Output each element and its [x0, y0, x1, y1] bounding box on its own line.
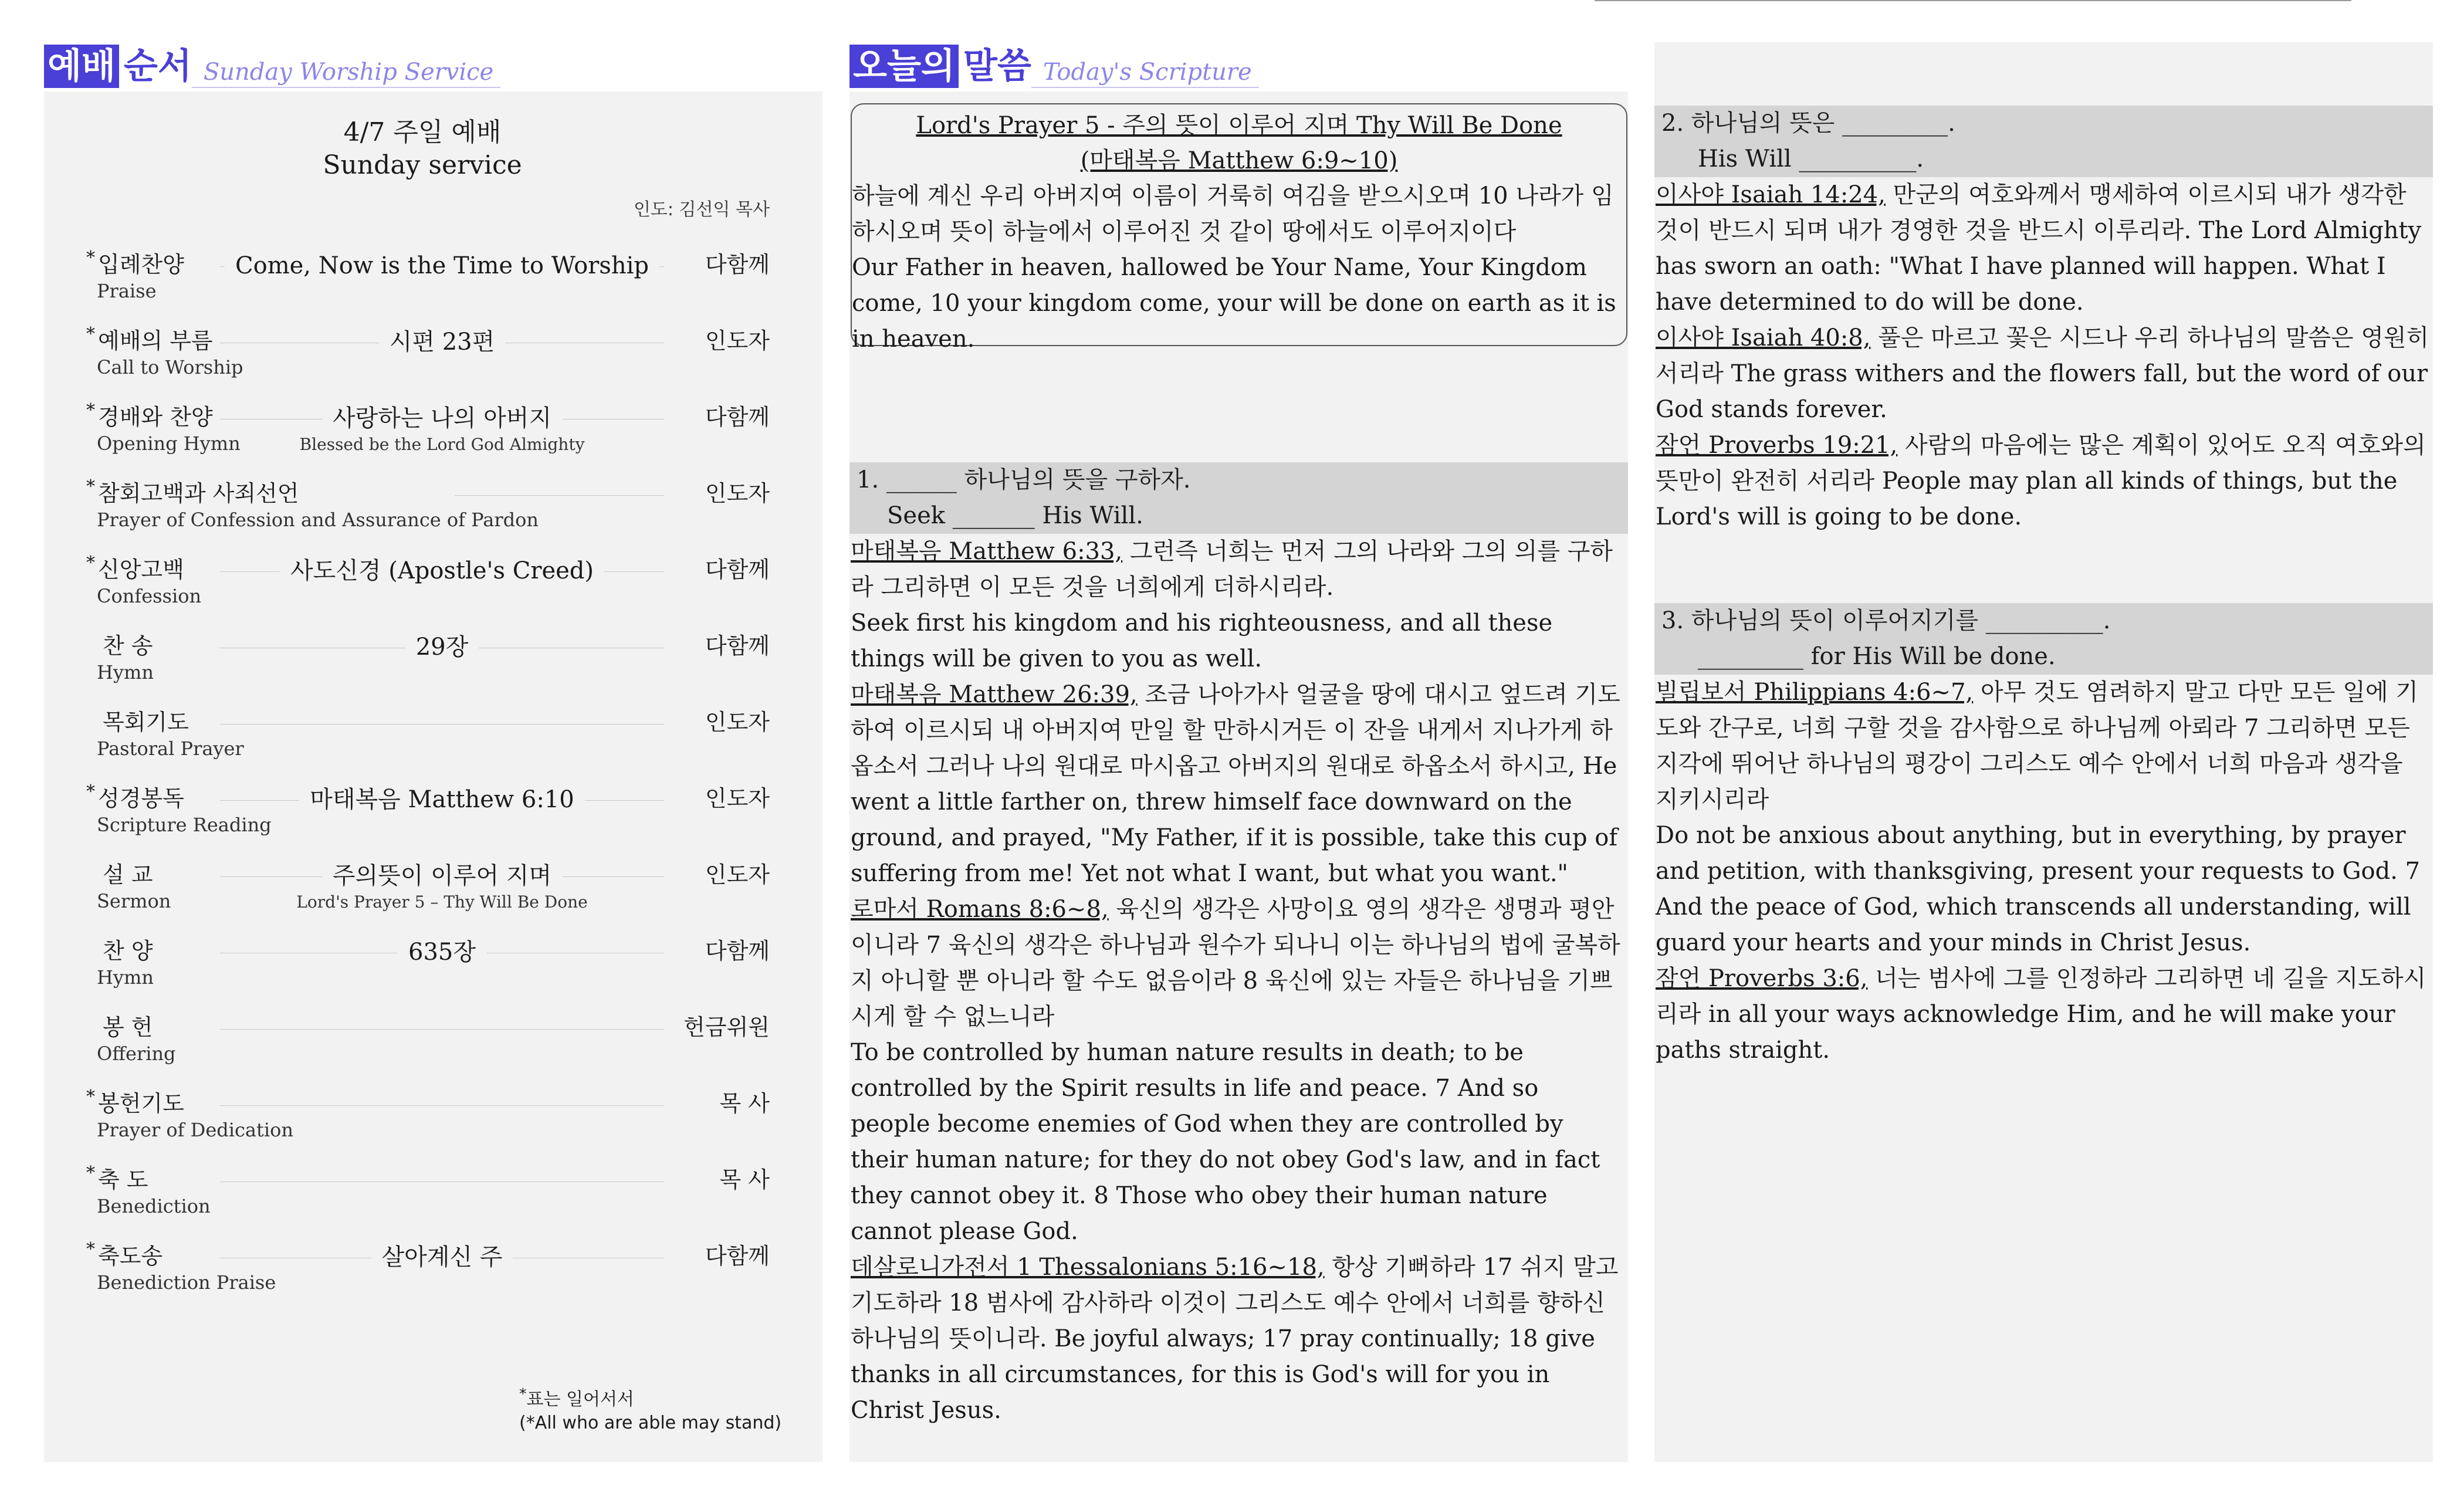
item-title: 시편 23편: [379, 329, 506, 356]
footnote-korean: 표는 일어서서: [526, 1389, 634, 1410]
worship-order-panel: [44, 92, 823, 1462]
worship-item: [44, 781, 823, 860]
item-subtitle: Lord's Prayer 5 – Thy Will Be Done: [296, 892, 588, 912]
item-responsible: 인도자: [705, 862, 770, 888]
service-date-title: 4/7 주일 예배: [343, 117, 502, 147]
dotted-rule: [220, 724, 664, 725]
verse-text-en: Seek first his kingdom and his righteousness, and all these things will be given to you as well.: [851, 610, 1553, 672]
item-title: 주의뜻이 이루어 지며: [322, 862, 562, 889]
item-english-name: Call to Worship: [97, 356, 243, 378]
item-responsible: 다함께: [705, 1243, 770, 1269]
verse-text-ko: 아무 것도 염려하지 말고 다만 모든 일에 기도와 간구로, 너희 구할 것을 감사함으로 하나님께 아뢰라 7 그리하면 모든 지각에 뛰어난 하나님의 평강이 그리스도 예수 안에서 너희 마음과 생각을 지키시리라: [1656, 679, 2418, 813]
item-english-name: Benediction: [97, 1195, 211, 1217]
scripture-heading-sub: Today's Scripture: [1031, 59, 1259, 88]
item-responsible: 헌금위원: [683, 1014, 770, 1040]
item-korean-name: 찬 송: [103, 633, 153, 659]
worship-item: [44, 1165, 823, 1241]
passage-korean: 하늘에 계신 우리 아버지여 이름이 거룩히 여김을 받으시오며 10 나라가 임하시오며 뜻이 하늘에서 이루어진 것 같이 땅에서도 이루어지이다: [852, 182, 1614, 245]
worship-item: [44, 1241, 823, 1318]
verse-ref-1-thessalonians-5-16: 데살로니가전서 1 Thessalonians 5:16~18,: [851, 1254, 1325, 1281]
item-title: 사랑하는 나의 아버지: [322, 405, 562, 432]
point-1-korean: 1. ______ 하나님의 뜻을 구하자.: [857, 466, 1191, 493]
worship-heading-sub: Sunday Worship Service: [192, 59, 500, 88]
verse-ref-matthew-6-33: 마태복음 Matthew 6:33,: [851, 538, 1123, 565]
worship-heading: [44, 45, 500, 88]
verse-text-en: To be controlled by human nature results in death; to be controlled by the Spirit results in life and peace. 7 And so people become enemies of God when they are controlled by their human nature; for they do not obey God's law, and in fact they cannot obey it. 8 Those who obey their human nature cannot please God.: [851, 1039, 1600, 1245]
item-english-name: Praise: [97, 280, 157, 302]
item-english-name: Hymn: [97, 661, 154, 683]
item-subtitle: Blessed be the Lord God Almighty: [299, 435, 585, 454]
point-1-band: [849, 462, 1628, 534]
worship-item: [44, 708, 823, 784]
dotted-rule: [220, 1029, 664, 1030]
item-korean-name: 봉 헌: [103, 1014, 153, 1040]
passage-english: Our Father in heaven, hallowed be Your Name, Your Kingdom come, 10 your kingdom come, your will be done on earth as it is in heaven.: [852, 254, 1616, 353]
item-responsible: 인도자: [705, 786, 770, 811]
item-korean-name: 신앙고백: [98, 557, 184, 583]
verse-ref-proverbs-3-6: 잠언 Proverbs 3:6,: [1656, 965, 1868, 992]
item-title: 635장: [398, 939, 486, 966]
verse-text: 풀은 마르고 꽃은 시드나 우리 하나님의 말씀은 영원히 서리라 The grass withers and the flowers fall, but the word of our God stands forever.: [1656, 324, 2429, 423]
item-english-name: Opening Hymn: [97, 432, 241, 455]
item-korean-name: 목회기도: [103, 709, 189, 735]
item-english-name: Benediction Praise: [97, 1271, 276, 1294]
passage-reference: (마태복음 Matthew 6:9~10): [1080, 147, 1398, 174]
verse-text: 조금 나아가사 얼굴을 땅에 대시고 엎드려 기도하여 이르시되 내 아버지여 만일 할 만하시거든 이 잔을 내게서 지나가게 하옵소서 그러나 나의 원대로 마시옵고 아버지의 원대로 하옵소서 하시고, He went a little farther on, threw himself face downward on the ground, and prayed, "My Father, if it is possible, take this cup of suffering from me! Yet not what I want, but what you want.": [851, 681, 1620, 887]
dotted-rule: [220, 1105, 664, 1106]
verse-text: 항상 기뻐하라 17 쉬지 말고 기도하라 18 범사에 감사하라 이것이 그리스도 예수 안에서 너희를 향하신 하나님의 뜻이니라. Be joyful always; 17 pray continually; 18 give thanks in all circumstances, for this is God's will for you in Christ Jesus.: [851, 1254, 1619, 1424]
scripture-heading-box: 오늘의: [849, 45, 959, 88]
point-2-band: [1654, 106, 2433, 177]
standing-marker: *: [86, 248, 95, 268]
item-korean-name: 입례찬양: [98, 252, 184, 277]
item-english-name: Hymn: [97, 966, 154, 989]
item-korean-name: 예배의 부름: [98, 328, 213, 354]
worship-heading-box: 예배: [44, 45, 119, 88]
item-responsible: 목 사: [719, 1091, 770, 1116]
passage-text: [852, 178, 1625, 357]
point-3-english: _________ for His Will be done.: [1698, 643, 2056, 670]
standing-marker: *: [86, 553, 95, 573]
item-korean-name: 설 교: [103, 862, 153, 888]
standing-marker: *: [86, 400, 95, 421]
standing-marker: *: [86, 781, 95, 802]
standing-marker: *: [86, 1087, 95, 1107]
item-english-name: Confession: [97, 585, 202, 607]
passage-title: Lord's Prayer 5 - 주의 뜻이 이루어 지며 Thy Will Be Done: [916, 112, 1562, 139]
point-1-verses: [851, 534, 1625, 1429]
verse-ref-romans-8-6: 로마서 Romans 8:6~8,: [851, 896, 1109, 923]
item-responsible: 다함께: [705, 252, 770, 277]
verse-text-ko: 그런즉 너희는 먼저 그의 나라와 그의 의를 구하라 그리하면 이 모든 것을 너희에게 더하시리라.: [851, 538, 1613, 601]
worship-item: [44, 555, 823, 631]
leader-name: 인도: 김선익 목사: [633, 199, 770, 220]
item-responsible: 인도자: [705, 709, 770, 735]
item-responsible: 다함께: [705, 404, 770, 430]
item-korean-name: 찬 양: [103, 938, 153, 964]
verse-ref-proverbs-19-21: 잠언 Proverbs 19:21,: [1656, 432, 1898, 459]
worship-item: [44, 631, 823, 708]
point-2-english: His Will __________.: [1698, 145, 1924, 172]
verse-ref-isaiah-14-24: 이사야 Isaiah 14:24,: [1656, 181, 1886, 208]
item-english-name: Prayer of Confession and Assurance of Pardon: [97, 509, 539, 531]
verse-text: 사람의 마음에는 많은 계획이 있어도 오직 여호와의 뜻만이 완전히 서리라 People may plan all kinds of things, but the Lord's will is going to be done.: [1656, 432, 2426, 530]
item-title: 살아계신 주: [371, 1244, 513, 1271]
verse-text: 만군의 여호와께서 맹세하여 이르시되 내가 생각한 것이 반드시 되며 내가 경영한 것을 반드시 이루리라. The Lord Almighty has sworn an oath: "What I have planned will happen. What I have determined to do will be done.: [1656, 181, 2422, 316]
point-2-verses: [1656, 177, 2430, 535]
verse-text-ko: 육신의 생각은 사망이요 영의 생각은 생명과 평안이니라 7 육신의 생각은 하나님과 원수가 되나니 이는 하나님의 법에 굴복하지 아니할 뿐 아니라 할 수도 없음이라 8 육신에 있는 자들은 하나님을 기쁘시게 할 수 없느니라: [851, 896, 1620, 1030]
standing-marker: *: [86, 1163, 95, 1183]
item-korean-name: 축도송: [98, 1243, 163, 1269]
verse-ref-matthew-26-39: 마태복음 Matthew 26:39,: [851, 681, 1138, 708]
item-responsible: 목 사: [719, 1167, 770, 1193]
point-3-verses: [1656, 675, 2430, 1068]
verse-text: 너는 범사에 그를 인정하라 그리하면 네 길을 지도하시리라 in all your ways acknowledge Him, and he will make your paths straight.: [1656, 965, 2426, 1064]
verse-text-en: Do not be anxious about anything, but in everything, by prayer and petition, with thanksgiving, present your requests to God. 7 And the peace of God, which transcends all understanding, will guard your hearts and your minds in Christ Jesus.: [1656, 822, 2421, 956]
dotted-rule: [455, 495, 664, 496]
worship-item: [44, 1089, 823, 1165]
item-title: Come, Now is the Time to Worship: [225, 252, 659, 279]
item-responsible: 다함께: [705, 557, 770, 583]
point-3-band: [1654, 603, 2433, 675]
item-korean-name: 봉헌기도: [98, 1091, 184, 1116]
standing-marker: *: [86, 476, 95, 497]
item-korean-name: 경배와 찬양: [98, 404, 213, 430]
item-korean-name: 성경봉독: [98, 786, 184, 811]
standing-marker: *: [86, 1239, 95, 1260]
point-1-english: Seek _______ His Will.: [887, 502, 1143, 529]
item-english-name: Pastoral Prayer: [97, 737, 244, 760]
item-title: 29장: [405, 634, 479, 661]
item-english-name: Prayer of Dedication: [97, 1119, 293, 1141]
point-3-korean: 3. 하나님의 뜻이 이루어지기를 __________.: [1661, 607, 2111, 634]
scripture-heading: [849, 45, 1259, 88]
standing-marker: *: [86, 324, 95, 344]
standing-footnote: *표는 일어서서 (*All who are able may stand): [519, 1382, 781, 1435]
worship-item: [44, 250, 823, 326]
point-2-korean: 2. 하나님의 뜻은 _________.: [1661, 110, 1955, 137]
item-korean-name: 참회고백과 사죄선언: [98, 480, 299, 506]
worship-item: [44, 476, 823, 555]
item-responsible: 다함께: [705, 633, 770, 659]
top-rule: [1595, 0, 2351, 1]
main-passage-box: [851, 103, 1627, 353]
item-responsible: 다함께: [705, 938, 770, 964]
worship-heading-rest: 순서: [123, 46, 192, 87]
item-title: 사도신경 (Apostle's Creed): [280, 557, 604, 584]
item-korean-name: 축 도: [98, 1167, 148, 1193]
worship-item: [44, 936, 823, 1013]
worship-item: [44, 1013, 823, 1089]
verse-ref-philippians-4-6: 빌립보서 Philippians 4:6~7,: [1656, 679, 1974, 706]
verse-ref-isaiah-40-8: 이사야 Isaiah 40:8,: [1656, 324, 1871, 351]
item-english-name: Sermon: [97, 890, 171, 912]
worship-item: [44, 402, 823, 479]
item-english-name: Scripture Reading: [97, 814, 272, 836]
worship-item: [44, 860, 823, 936]
item-responsible: 인도자: [705, 328, 770, 354]
footnote-english: (*All who are able may stand): [519, 1413, 782, 1433]
service-subtitle: Sunday service: [323, 150, 522, 180]
worship-item: [44, 326, 823, 402]
item-responsible: 인도자: [705, 480, 770, 506]
item-english-name: Offering: [97, 1043, 176, 1065]
item-title: 마태복음 Matthew 6:10: [299, 786, 584, 813]
scripture-heading-rest: 말씀: [963, 46, 1031, 87]
